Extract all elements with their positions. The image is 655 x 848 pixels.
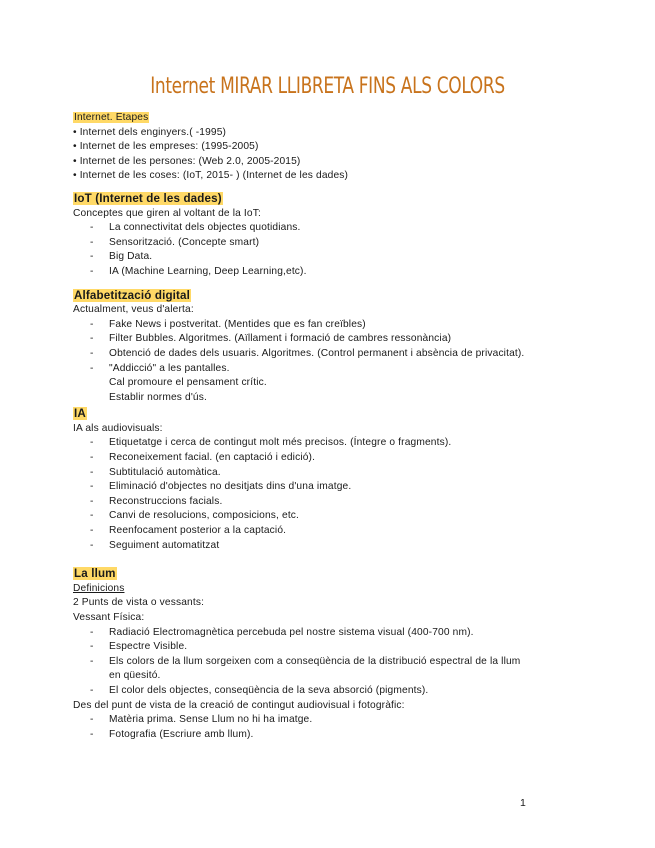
list-item: - Seguiment automatitzat — [90, 539, 220, 551]
page-number: 1 — [520, 797, 526, 809]
iot-intro: Conceptes que giren al voltant de la IoT: — [73, 207, 261, 219]
section-llum — [73, 567, 533, 582]
llum-intro: 2 Punts de vista o vessants: — [73, 597, 205, 609]
list-item: - El color dels objectes, conseqüència de la seva absorció (pigments). — [90, 684, 429, 696]
internet-item: • Internet de les coses: (IoT, 2015- ) (Internet de les dades) — [73, 170, 349, 182]
section-alfabetitzacio — [73, 289, 533, 304]
ia-heading: IA — [74, 407, 86, 421]
llum-creacio-label: Des del punt de vista de la creació de contingut audiovisual i fotogràfic: — [73, 699, 405, 711]
alfabetitzacio-extra: Cal promoure el pensament crític. — [109, 377, 267, 389]
list-item: - Eliminació d'objectes no desitjats dins d'una imatge. — [90, 481, 352, 493]
internet-heading: Internet. Etapes — [74, 112, 149, 123]
section-ia — [73, 407, 533, 422]
internet-item: • Internet dels enginyers.( -1995) — [73, 126, 227, 138]
list-item: - Fotografia (Escriure amb llum). — [90, 728, 254, 740]
internet-item: • Internet de les persones: (Web 2.0, 2005-2015) — [73, 155, 301, 167]
llum-subheading: Definicions — [73, 582, 125, 594]
list-item: - "Addicció" a les pantalles. — [90, 362, 230, 374]
ia-list — [73, 436, 533, 553]
list-item: - La connectivitat dels objectes quotidians. — [90, 222, 301, 234]
list-item: - Espectre Visible. — [90, 641, 188, 653]
section-iot — [73, 192, 533, 207]
list-item: - Fake News i postveritat. (Mentides que es fan creïbles) — [90, 318, 366, 330]
list-item: - Radiació Electromagnètica percebuda pel nostre sistema visual (400-700 nm). — [90, 626, 474, 638]
list-item: - Reconstruccions facials. — [90, 495, 223, 507]
llum-creacio-list — [73, 713, 533, 742]
llum-heading: La llum — [74, 567, 116, 581]
document-body — [73, 111, 533, 742]
list-item: - Canvi de resolucions, composicions, etc. — [90, 510, 300, 522]
list-item: - Filter Bubbles. Algoritmes. (Aïllament i formació de cambres ressonància) — [90, 333, 452, 345]
llum-fisica-list — [73, 626, 533, 699]
llum-fisica-label: Vessant Física: — [73, 612, 145, 623]
ia-intro: IA als audiovisuals: — [73, 422, 163, 434]
alfabetitzacio-heading: Alfabetització digital — [74, 288, 191, 302]
alfabetitzacio-extra: Establir normes d'ús. — [109, 391, 207, 403]
list-item: - Etiquetatge i cerca de contingut molt més precisos. (Íntegre o fragments). — [90, 437, 452, 449]
alfabetitzacio-list — [73, 318, 533, 376]
list-item: - Matèria prima. Sense Llum no hi ha imatge. — [90, 714, 313, 726]
list-item: - Reconeixement facial. (en captació i edició). — [90, 452, 316, 464]
list-item: - Big Data. — [90, 251, 153, 263]
iot-list — [73, 221, 533, 279]
list-item: - Reenfocament posterior a la captació. — [90, 525, 287, 537]
list-item: - Els colors de la llum sorgeixen com a conseqüència de la distribució espectral de la llum en qüesitó. — [90, 655, 521, 682]
list-item: - IA (Machine Learning, Deep Learning,etc). — [90, 265, 307, 277]
list-item: - Obtenció de dades dels usuaris. Algoritmes. (Control permanent i absència de privacitat). — [90, 347, 525, 359]
section-internet — [73, 111, 533, 126]
list-item: - Sensorització. (Concepte smart) — [90, 236, 260, 248]
internet-item: • Internet de les empreses: (1995-2005) — [73, 141, 259, 153]
alfabetitzacio-intro: Actualment, veus d'alerta: — [73, 304, 194, 316]
list-item: - Subtitulació automàtica. — [90, 466, 221, 478]
page-title: Internet MIRAR LLIBRETA FINS ALS COLORS — [150, 74, 505, 99]
iot-heading: IoT (Internet de les dades) — [74, 191, 222, 205]
